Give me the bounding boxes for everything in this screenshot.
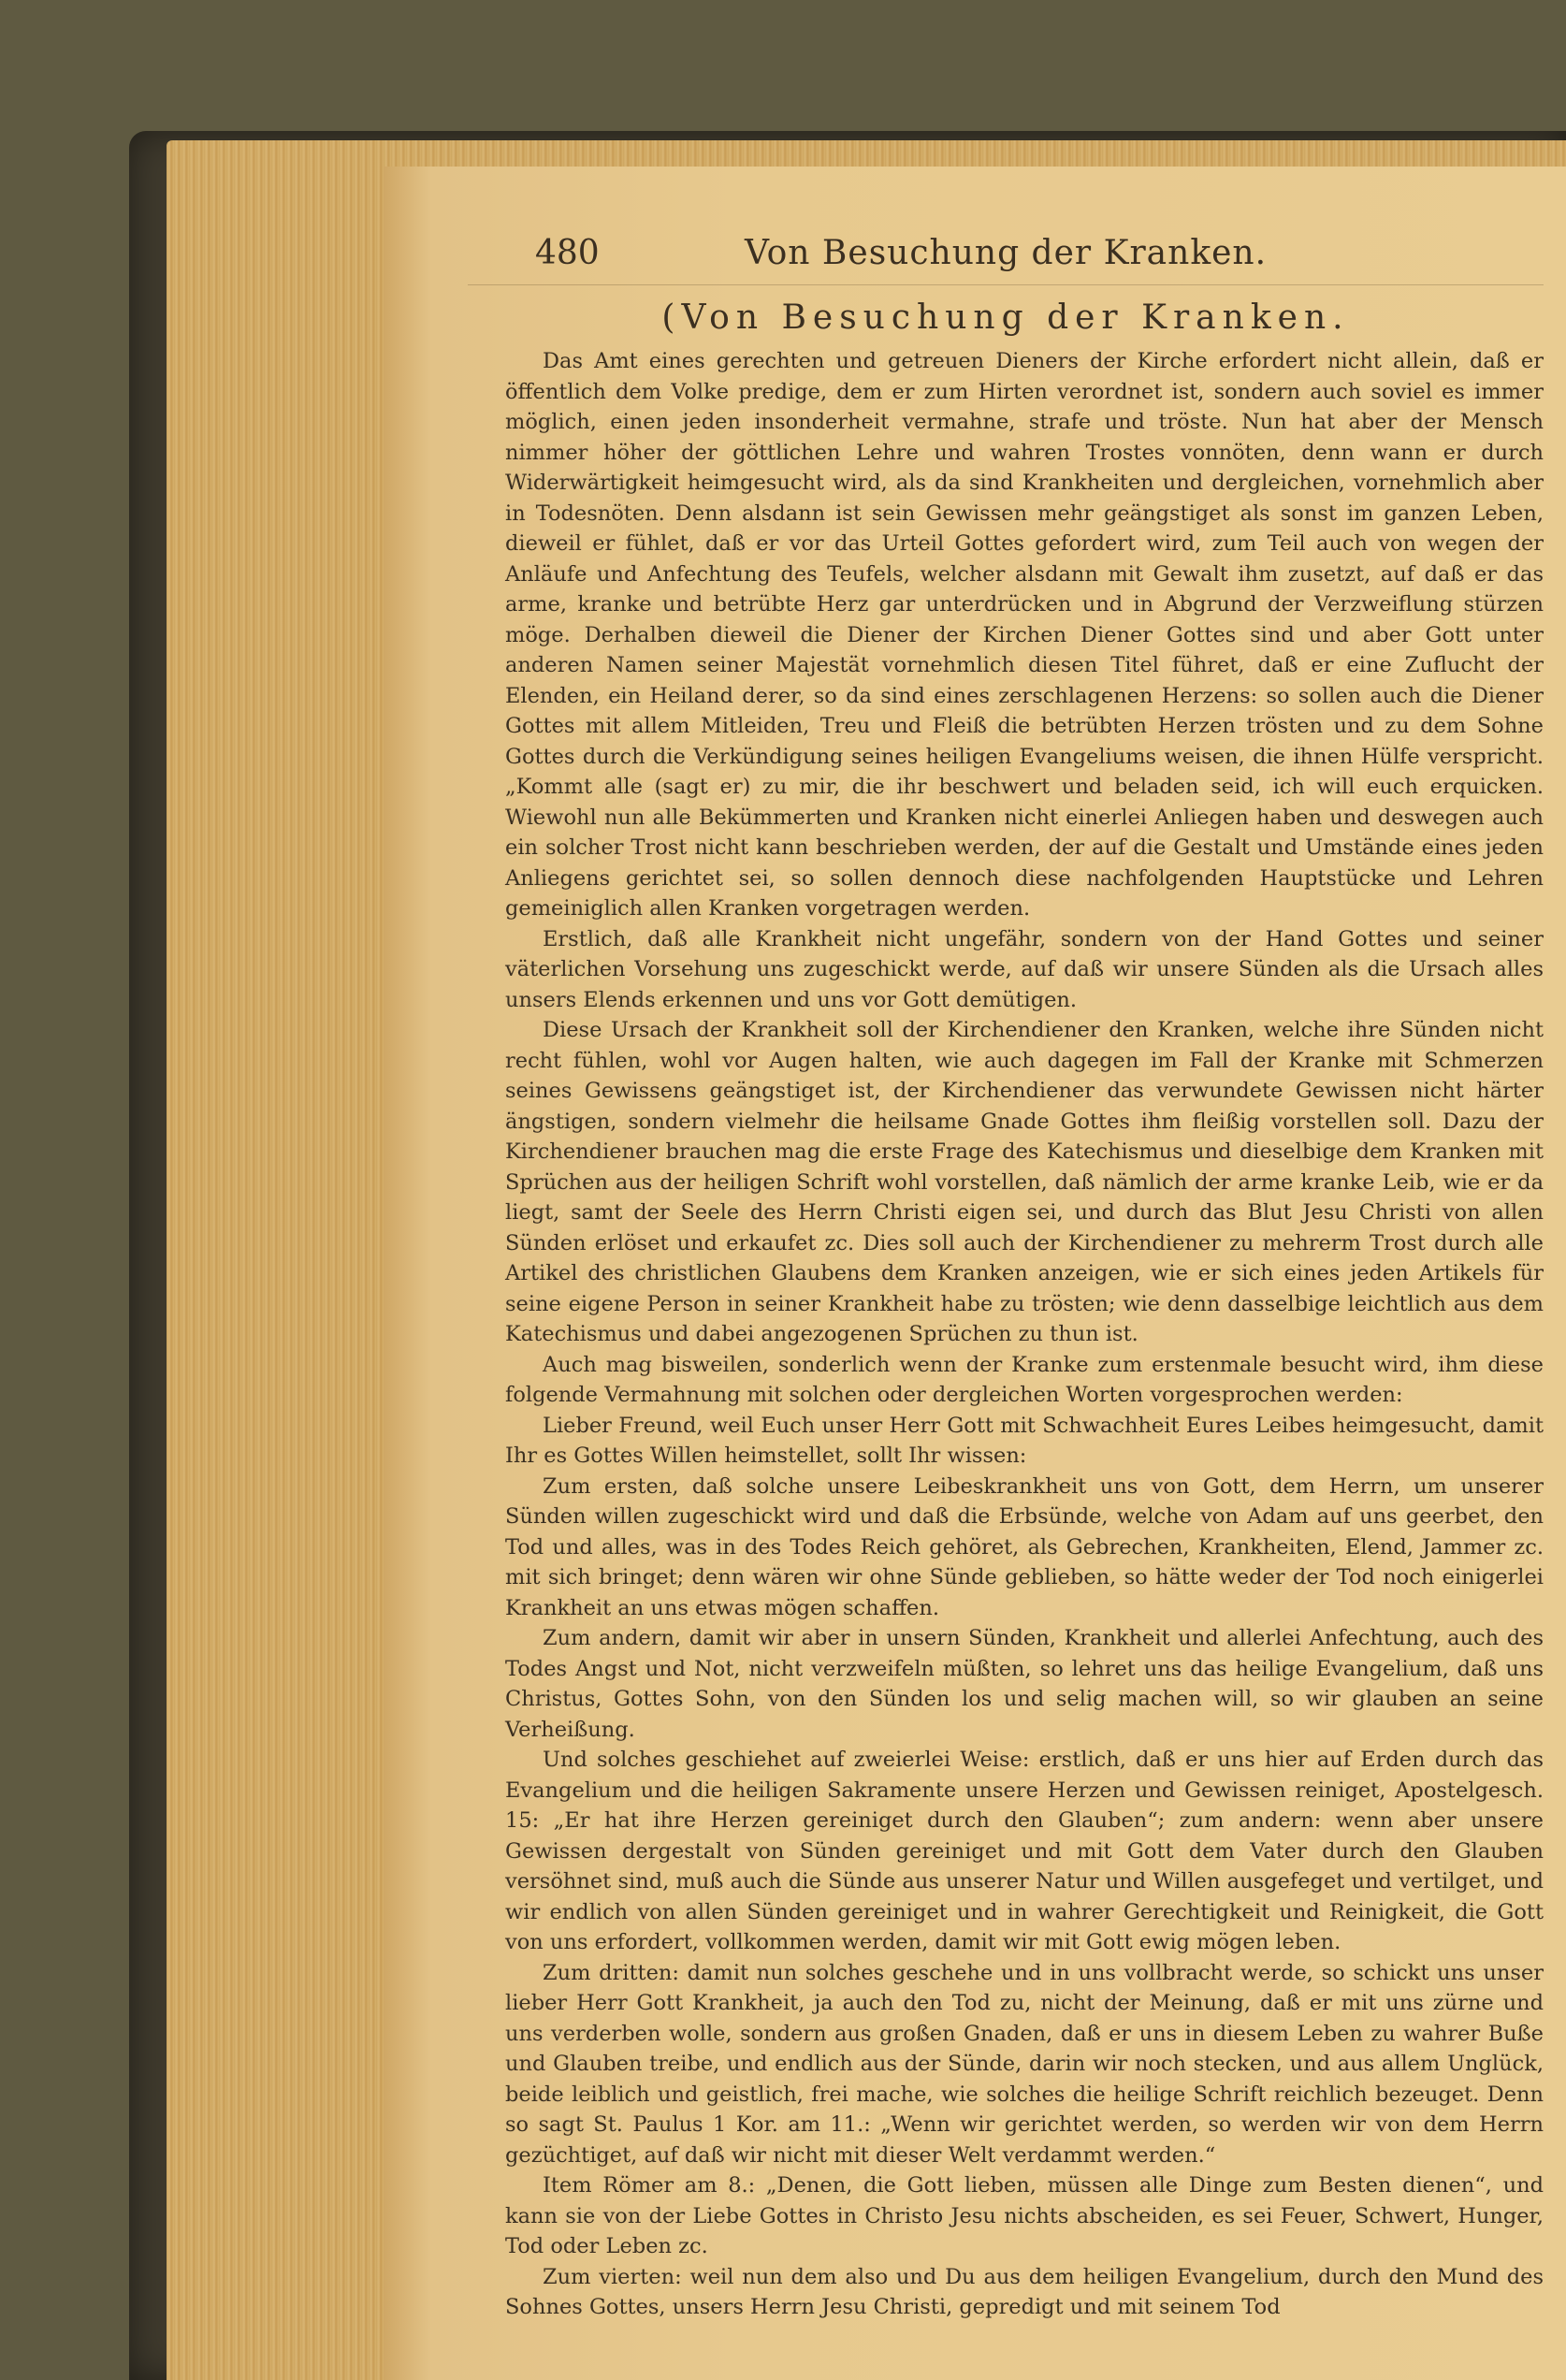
page-header bbox=[468, 225, 1544, 285]
body-text bbox=[468, 346, 1544, 2323]
paragraph: Diese Ursach der Krankheit soll der Kirchendiener den Kranken, welche ihre Sünden nicht recht fühlen, wohl vor Augen halten, wie auch dagegen im Fall der Kranke mit Schmerzen seines Gewissens geängstiget ist, der Kirchendiener das verwundete Gewissen nicht härter ängstigen, sondern vielmehr die heilsame Gnade Gottes ihm fleißig vorstellen soll. Dazu der Kirchendiener brauchen mag die erste Frage des Katechismus und dieselbige dem Kranken mit Sprüchen aus der heiligen Schrift wohl vorstellen, daß nämlich der arme kranke Leib, wie er da liegt, samt der Seele des Herrn Christi eigen sei, und durch das Blut Jesu Christi von allen Sünden erlöset und erkaufet zc. Dies soll auch der Kirchendiener zu mehrerm Trost durch alle Artikel des christlichen Glaubens dem Kranken anzeigen, wie er sich eines jeden Artikels für seine eigene Person in seiner Krankheit habe zu trösten; wie denn dasselbige leichtlich aus dem Katechismus und dabei angezogenen Sprüchen zu thun ist. bbox=[505, 1018, 1544, 1346]
paragraph: Zum dritten: damit nun solches geschehe und in uns vollbracht werde, so schickt uns unser lieber Herr Gott Krankheit, ja auch den Tod zu, nicht der Meinung, daß er mit uns zürne und uns verderben wolle, sondern aus großen Gnaden, daß er uns in diesem Leben zu wahrer Buße und Glauben treibe, und endlich aus der Sünde, darin wir noch stecken, und aus allem Unglück, beide leiblich und geistlich, frei mache, wie solches die heilige Schrift reichlich bezeuget. Denn so sagt St. Paulus 1 Kor. am 11.: „Wenn wir gerichtet werden, so werden wir von dem Herrn gezüchtiget, auf daß wir nicht mit dieser Welt verdammt werden.“ bbox=[505, 1960, 1544, 2168]
paragraph: Auch mag bisweilen, sonderlich wenn der Kranke zum erstenmale besucht wird, ihm diese folgende Vermahnung mit solchen oder dergleichen Worten vorgesprochen werden: bbox=[505, 1352, 1544, 1407]
section-title: (Von Besuchung der Kranken. bbox=[661, 298, 1350, 337]
page-number: 480 bbox=[535, 234, 600, 272]
paragraph: Zum ersten, daß solche unsere Leibeskrankheit uns von Gott, dem Herrn, um unserer Sünden willen zugeschickt wird und daß die Erbsünde, welche von Adam auf uns geerbet, den Tod und alles, was in des Todes Reich gehöret, als Gebrechen, Krankheiten, Elend, Jammer zc. mit sich bringet; denn wären wir ohne Sünde geblieben, so hätte weder der Tod noch einigerlei Krankheit an uns etwas mögen schaffen. bbox=[505, 1473, 1544, 1620]
paragraph: Item Römer am 8.: „Denen, die Gott lieben, müssen alle Dinge zum Besten dienen“, und kann sie von der Liebe Gottes in Christo Jesu nichts abscheiden, es sei Feuer, Schwert, Hunger, Tod oder Leben zc. bbox=[505, 2173, 1544, 2258]
paragraph: Das Amt eines gerechten und getreuen Dieners der Kirche erfordert nicht allein, daß er öffentlich dem Volke predige, dem er zum Hirten verordnet ist, sondern auch soviel es immer möglich, einen jeden insonderheit vermahne, strafe und tröste. Nun hat aber der Mensch nimmer höher der göttlichen Lehre und wahren Trostes vonnöten, denn wann er durch Widerwärtigkeit heimgesucht wird, als da sind Krankheiten und dergleichen, vornehmlich aber in Todesnöten. Denn alsdann ist sein Gewissen mehr geängstiget als sonst im ganzen Leben, dieweil er fühlet, daß er vor das Urteil Gottes gefordert wird, zum Teil auch von wegen der Anläufe und Anfechtung des Teufels, welcher alsdann mit Gewalt ihm zusetzt, auf daß er das arme, kranke und betrübte Herz gar unterdrücken und in Abgrund der Verzweiflung stürzen möge. Derhalben dieweil die Diener der Kirchen Diener Gottes sind und aber Gott unter anderen Namen seiner Majestät vornehmlich diesen Titel führet, daß er eine Zuflucht der Elenden, ein Heiland derer, so da sind eines zerschlagenen Herzens: so sollen auch die Diener Gottes mit allem Mitleiden, Treu und Fleiß die betrübten Herzen trösten und zu dem Sohne Gottes durch die Verkündigung seines heiligen Evangeliums weisen, die ihnen Hülfe verspricht. „Kommt alle (sagt er) zu mir, die ihr beschwert und beladen seid, ich will euch erquicken. Wiewohl nun alle Bekümmerten und Kranken nicht einerlei Anliegen haben und deswegen auch ein solcher Trost nicht kann beschrieben werden, der auf die Gestalt und Umstände eines jeden Anliegens gerichtet sei, so sollen dennoch diese nachfolgenden Hauptstücke und Lehren gemeiniglich allen Kranken vorgetragen werden. bbox=[505, 349, 1544, 921]
page-content bbox=[468, 225, 1544, 2323]
paragraph: Erstlich, daß alle Krankheit nicht ungefähr, sondern von der Hand Gottes und seiner väterlichen Vorsehung uns zugeschickt werde, auf daß wir unsere Sünden als die Ursach alles unsers Elends erkennen und uns vor Gott demütigen. bbox=[505, 926, 1544, 1012]
paragraph: Und solches geschiehet auf zweierlei Weise: erstlich, daß er uns hier auf Erden durch das Evangelium und die heiligen Sakramente unsere Herzen und Gewissen reiniget, Apostelgesch. 15: „Er hat ihre Herzen gereiniget durch den Glauben“; zum andern: wenn aber unsere Gewissen dergestalt von Sünden gereiniget und mit Gott dem Vater durch den Glauben versöhnet sind, muß auch die Sünde aus unserer Natur und Willen ausgefeget und vertilget, und wir endlich von allen Sünden gereiniget und in wahrer Gerechtigkeit und Reinigkeit, die Gott von uns erfordert, vollkommen werden, damit wir mit Gott ewig mögen leben. bbox=[505, 1748, 1544, 1954]
paragraph: Lieber Freund, weil Euch unser Herr Gott mit Schwachheit Eures Leibes heimgesucht, damit Ihr es Gottes Willen heimstellet, sollt Ihr wissen: bbox=[505, 1413, 1544, 1468]
paragraph: Zum andern, damit wir aber in unsern Sünden, Krankheit und allerlei Anfechtung, auch des Todes Angst und Not, nicht verzweifeln müßten, so lehret uns das heilige Evangelium, daß uns Christus, Gottes Sohn, von den Sünden los und selig machen will, so wir glauben an seine Verheißung. bbox=[505, 1626, 1544, 1742]
running-head: Von Besuchung der Kranken. bbox=[744, 234, 1268, 272]
paragraph: Zum vierten: weil nun dem also und Du aus dem heiligen Evangelium, durch den Mund des Sohnes Gottes, unsers Herrn Jesu Christi, gepredigt und mit seinem Tod bbox=[505, 2264, 1544, 2319]
